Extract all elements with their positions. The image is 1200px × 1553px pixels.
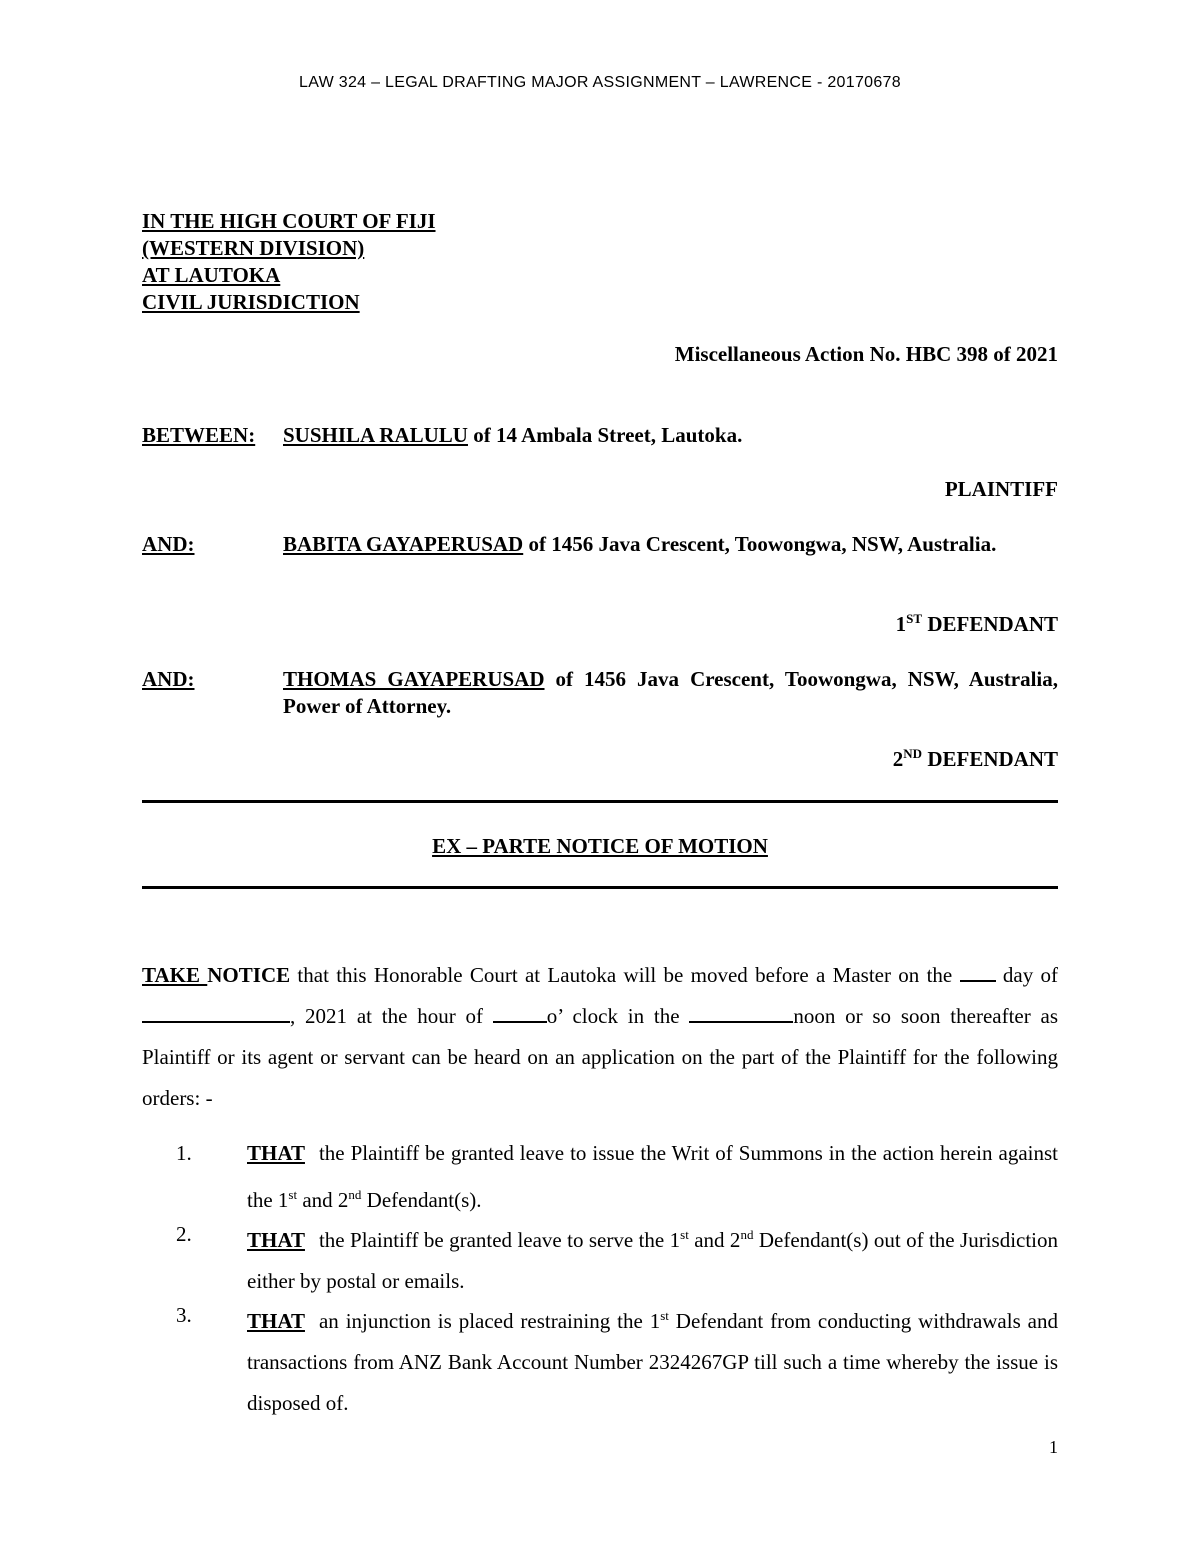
defendant-2-text bbox=[283, 666, 1058, 720]
defendant-1-text bbox=[283, 531, 1058, 558]
party-plaintiff-text bbox=[283, 422, 1058, 449]
blank-hour bbox=[493, 1003, 547, 1023]
court-line-4: CIVIL JURISDICTION bbox=[142, 290, 360, 314]
court-line-1: IN THE HIGH COURT OF FIJI bbox=[142, 209, 436, 233]
order-number: 1. bbox=[176, 1141, 192, 1165]
divider-bottom bbox=[142, 886, 1058, 889]
party-label-between: BETWEEN: bbox=[142, 423, 256, 447]
order-text: THAT an injunction is placed restraining the 1st Defendant from conducting withdrawals and transactions from ANZ Bank Account Number 2324267GP till such a time whereby the issue is disposed of. bbox=[247, 1308, 1058, 1415]
court-heading bbox=[142, 208, 436, 316]
blank-period bbox=[689, 1003, 793, 1023]
party-defendant-1 bbox=[142, 531, 1058, 587]
order-item-1 bbox=[142, 1133, 1058, 1215]
plaintiff-name: SUSHILA RALULU bbox=[283, 423, 468, 447]
party-label-and-2: AND: bbox=[142, 667, 195, 691]
order-number: 2. bbox=[176, 1222, 192, 1246]
order-number: 3. bbox=[176, 1303, 192, 1327]
party-label-and-1: AND: bbox=[142, 532, 195, 556]
defendant-2-details: of 1456 Java Crescent, Toowongwa, NSW, Australia, Power of Attorney. bbox=[283, 667, 1058, 718]
defendant-2-name: THOMAS GAYAPERUSAD bbox=[283, 667, 545, 691]
role-plaintiff: PLAINTIFF bbox=[944, 477, 1058, 501]
order-text: THAT the Plaintiff be granted leave to serve the 1st and 2nd Defendant(s) out of the Jurisdiction either by postal or emails. bbox=[247, 1227, 1059, 1293]
page-number: 1 bbox=[1049, 1437, 1058, 1457]
motion-title: EX – PARTE NOTICE OF MOTION bbox=[432, 834, 768, 858]
court-line-3: AT LAUTOKA bbox=[142, 263, 281, 287]
action-number: Miscellaneous Action No. HBC 398 of 2021 bbox=[674, 342, 1058, 366]
party-defendant-2 bbox=[142, 666, 1058, 722]
blank-month bbox=[142, 1003, 290, 1023]
defendant-1-details: of 1456 Java Crescent, Toowongwa, NSW, Australia. bbox=[523, 532, 997, 556]
order-item-3 bbox=[142, 1295, 1058, 1418]
order-item-2 bbox=[142, 1214, 1058, 1296]
role-defendant-2: 2ND DEFENDANT bbox=[892, 746, 1058, 771]
court-line-2: (WESTERN DIVISION) bbox=[142, 236, 365, 260]
page-header: LAW 324 – LEGAL DRAFTING MAJOR ASSIGNMENT – LAWRENCE - 20170678 bbox=[299, 74, 901, 91]
party-plaintiff bbox=[142, 422, 1058, 452]
plaintiff-details: of 14 Ambala Street, Lautoka. bbox=[467, 423, 743, 447]
divider-top bbox=[142, 800, 1058, 803]
order-text: THAT the Plaintiff be granted leave to issue the Writ of Summons in the action herein against the 1st and 2nd Defendant(s). bbox=[247, 1141, 1058, 1212]
blank-day bbox=[960, 962, 996, 982]
take-notice: TAKE NOTICE bbox=[142, 963, 291, 987]
role-defendant-1: 1ST DEFENDANT bbox=[895, 611, 1058, 636]
defendant-1-name: BABITA GAYAPERUSAD bbox=[283, 532, 524, 556]
notice-paragraph: TAKE NOTICE that this Honorable Court at Lautoka will be moved before a Master on the day of , 2021 at the hour of o’ clock in the noon or so soon thereafter as Plaintiff or its agent or servant can be heard on an application on the part of the Plaintiff for the following orders: - bbox=[142, 963, 1059, 1110]
